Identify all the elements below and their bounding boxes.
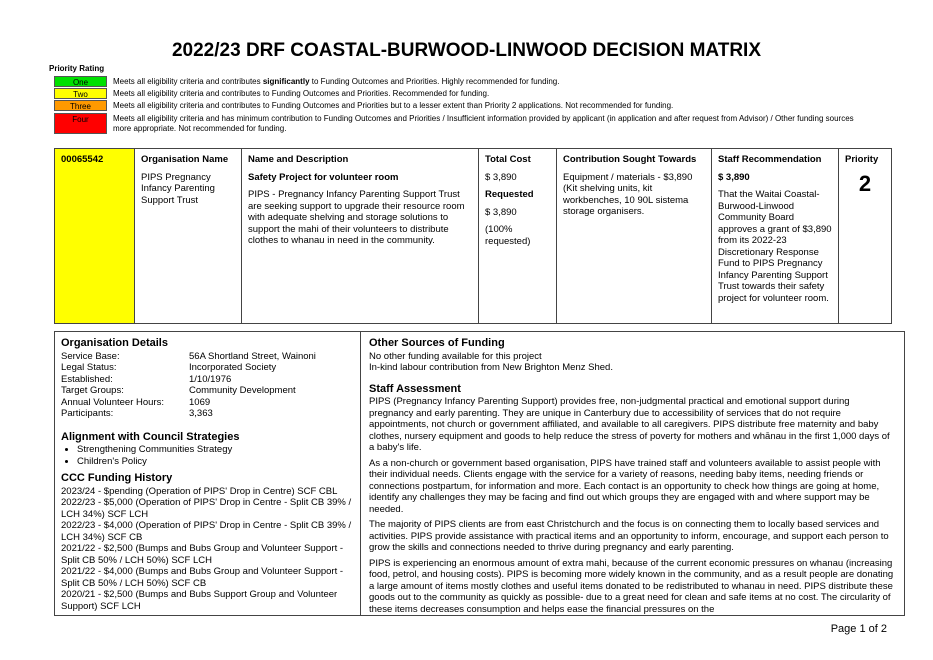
decision-matrix-table bbox=[54, 148, 892, 324]
priority-desc-one-bold: significantly bbox=[262, 77, 310, 86]
detail-value: Community Development bbox=[189, 385, 296, 396]
list-item: 2020/21 - $2,500 (Bumps and Bubs Support Group and Volunteer Support) SCF LCH bbox=[61, 589, 338, 612]
org-detail-row bbox=[61, 362, 354, 374]
detail-label: Established: bbox=[61, 373, 113, 385]
project-description: PIPS - Pregnancy Infancy Parenting Support Trust are seeking support to upgrade their resource room with adequate shelving and storage solutions to support the mahi of their volunteers to distribute clothes to whanau in need in the community. bbox=[248, 189, 465, 246]
assessment-paragraph: The majority of PIPS clients are from east Christchurch and the focus is on connecting them to locally based services and activities. PIPS provide assistance with practical items and an opportunity to inform, encourage, and support each person to grow the skills and connections needed to thrive during pregnancy and early parenting. bbox=[369, 519, 889, 553]
priority-desc-four: Meets all eligibility criteria and has minimum contribution to Funding Outcomes and Priorities / Insufficient information provided by applicant (in application and after request from Advisor) / Other funding sources more appropriate. Not recommended for funding. bbox=[113, 114, 854, 133]
detail-label: Legal Status: bbox=[61, 362, 117, 373]
list-item: • Strengthening Communities Strategy bbox=[77, 444, 354, 456]
detail-label: Annual Volunteer Hours: bbox=[61, 396, 164, 408]
page-number: Page 1 of 2 bbox=[830, 623, 887, 635]
right-column bbox=[361, 332, 904, 615]
details-section bbox=[54, 331, 905, 616]
list-item: • Children's Policy bbox=[77, 456, 354, 468]
project-name: Safety Project for volunteer room bbox=[248, 171, 399, 183]
detail-value: 1/10/1976 bbox=[189, 373, 232, 385]
priority-desc-one bbox=[113, 77, 873, 87]
list-item: 2023/24 - $pending (Operation of PIPS' Drop in Centre) SCF CBL bbox=[61, 485, 338, 497]
requested-amount: $ 3,890 bbox=[485, 206, 517, 218]
list-item: 2022/23 - $5,000 (Operation of PIPS' Drop in Centre - Split CB 39% / LCH 34%) SCF LCH bbox=[61, 497, 352, 520]
detail-label: Target Groups: bbox=[61, 385, 124, 396]
total-cost-value: $ 3,890 bbox=[485, 171, 517, 183]
page-title: 2022/23 DRF COASTAL-BURWOOD-LINWOOD DECISION MATRIX bbox=[171, 40, 762, 61]
requested-percent: (100% requested) bbox=[485, 224, 531, 247]
matrix-staff-cell bbox=[712, 149, 839, 323]
other-funding-line: No other funding available for this project bbox=[369, 350, 542, 362]
priority-desc-three: Meets all eligibility criteria and contributes to Funding Outcomes and Priorities but to a lesser extent than Priority 2 applications. Not recommended for funding. bbox=[113, 101, 674, 110]
priority-desc-one-pre: Meets all eligibility criteria and contributes bbox=[113, 77, 263, 86]
matrix-desc-cell bbox=[242, 149, 479, 323]
staff-assessment-heading: Staff Assessment bbox=[369, 382, 461, 395]
priority-rating-heading: Priority Rating bbox=[49, 64, 105, 73]
matrix-priority-cell bbox=[839, 149, 891, 323]
priority-swatch-one: One bbox=[54, 76, 107, 87]
other-funding-heading: Other Sources of Funding bbox=[369, 337, 505, 349]
priority-value: 2 bbox=[858, 170, 872, 196]
org-detail-row bbox=[61, 408, 354, 420]
org-detail-row bbox=[61, 385, 354, 397]
assessment-paragraph: PIPS is experiencing an enormous amount of extra mahi, because of the current economic pressures on whanau (increasing food, petrol, and housing costs). PIPS is becoming more widely known in the community, and as a result people are donating a large amount of items mostly clothes and useful items donated to be redistributed to whanau in need. PIPS distribute these goods out to the community as quickly as possible- due to a great need for clean and safe items at no cost. The circularity of these items decreases consumption and helps ease the financial pressures on the bbox=[369, 557, 894, 615]
left-column bbox=[55, 332, 361, 615]
org-details-heading: Organisation Details bbox=[61, 337, 168, 349]
detail-value: 1069 bbox=[189, 396, 211, 408]
priority-swatch-four: Four bbox=[54, 113, 107, 134]
priority-swatch-two: Two bbox=[54, 88, 107, 99]
priority-swatch-three: Three bbox=[54, 100, 107, 111]
detail-value: 56A Shortland Street, Wainoni bbox=[189, 350, 316, 362]
detail-value: 3,363 bbox=[189, 408, 213, 419]
priority-header: Priority bbox=[845, 154, 879, 165]
list-item: 2022/23 - $4,000 (Operation of PIPS' Drop in Centre - Split CB 39% / LCH 34%) SCF CB bbox=[61, 520, 352, 543]
staff-rec-amount: $ 3,890 bbox=[718, 171, 750, 183]
org-detail-row bbox=[61, 374, 354, 386]
list-item: 2021/22 - $2,500 (Bumps and Bubs Group and Volunteer Support - Split CB 50% / LCH 50%) SCF LCH bbox=[61, 543, 344, 566]
matrix-contrib-cell bbox=[557, 149, 712, 323]
priority-desc-two: Meets all eligibility criteria and contributes to Funding Outcomes and Priorities. Recommended for funding. bbox=[113, 89, 490, 98]
contribution-header: Contribution Sought Towards bbox=[563, 154, 697, 165]
contribution-text: Equipment / materials - $3,890 (Kit shelving units, kit workbenches, 10 90L sistema storage organisers. bbox=[563, 171, 693, 217]
ccc-history-heading: CCC Funding History bbox=[61, 472, 173, 484]
assessment-paragraph: As a non-church or government based organisation, PIPS have trained staff and volunteers available to assist people with their individual needs. Clients engage with the service for a variety of reasons, needing baby items, needing friends or connections postpartum, for information and more. Each contact is an opportunity to check how things are going at home, identify any challenges they may be facing and find out which groups they are engaged with and where support may be needed. bbox=[369, 457, 881, 515]
org-detail-row bbox=[61, 397, 354, 409]
ccc-history-list bbox=[61, 486, 354, 613]
alignment-list bbox=[61, 444, 354, 467]
detail-label: Participants: bbox=[61, 408, 114, 419]
requested-label: Requested bbox=[485, 189, 534, 200]
org-name: PIPS Pregnancy Infancy Parenting Support Trust bbox=[141, 171, 215, 206]
priority-desc-one-post: to Funding Outcomes and Priorities. Highly recommended for funding. bbox=[309, 77, 560, 86]
detail-label: Service Base: bbox=[61, 350, 120, 362]
org-details-list bbox=[61, 351, 354, 420]
application-id: 00065542 bbox=[61, 154, 104, 165]
desc-header: Name and Description bbox=[248, 154, 349, 165]
total-cost-header: Total Cost bbox=[485, 154, 531, 165]
list-item: 2021/22 - $4,000 (Bumps and Bubs Group and Volunteer Support - Split CB 50% / LCH 50%) SCF CB bbox=[61, 566, 344, 589]
alignment-heading: Alignment with Council Strategies bbox=[61, 430, 240, 443]
matrix-org-cell bbox=[135, 149, 242, 323]
staff-rec-text: That the Waitai Coastal-Burwood-Linwood Community Board approves a grant of $3,890 from its 2022-23 Discretionary Response Fund to PIPS Pregnancy Infancy Parenting Support Trust towards their safety project for volunteer room. bbox=[718, 189, 832, 304]
other-funding-line: In-kind labour contribution from New Brighton Menz Shed. bbox=[369, 362, 613, 373]
org-name-header: Organisation Name bbox=[141, 154, 229, 165]
matrix-cost-cell bbox=[479, 149, 557, 323]
staff-rec-header: Staff Recommendation bbox=[718, 154, 822, 165]
assessment-paragraph: PIPS (Pregnancy Infancy Parenting Support) provides free, non-judgmental practical and emotional support during pregnancy and early parenting. They are unique in Canterbury due to accessibility of services that do not require appointments, not church or government affiliated, and available to all caregivers. PIPS distribute free maternity and baby clothes, nursery equipment and goods to help reduce the stress of poverty for mothers and whānau in the first 1,000 days of a baby's life. bbox=[369, 396, 890, 453]
detail-value: Incorporated Society bbox=[189, 362, 277, 373]
org-detail-row bbox=[61, 351, 354, 363]
matrix-id-cell bbox=[55, 149, 135, 323]
